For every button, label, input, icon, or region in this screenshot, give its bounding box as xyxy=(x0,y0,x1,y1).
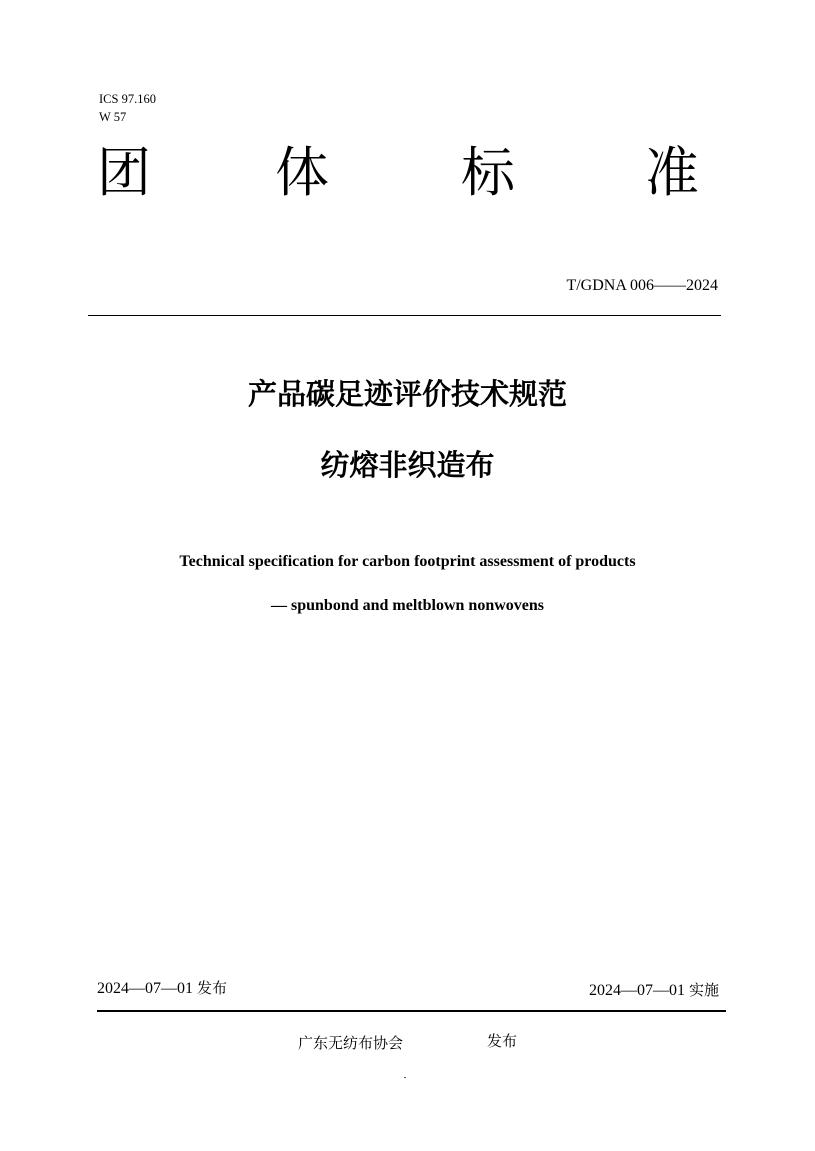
footer-divider xyxy=(97,1010,726,1012)
issuing-action: 发布 xyxy=(487,1032,518,1050)
chinese-title-line-2: 纺熔非织造布 xyxy=(320,448,495,482)
chinese-title-line-1: 产品碳足迹评价技术规范 xyxy=(247,377,567,411)
english-title-line-2: — spunbond and meltblown nonwovens xyxy=(271,597,544,614)
publish-date-block xyxy=(97,977,227,1000)
english-title-line-1: Technical specification for carbon footprint assessment of products xyxy=(179,553,636,570)
publish-date: 2024—07—01 xyxy=(97,980,193,997)
standard-type-heading xyxy=(97,138,709,208)
ics-code: ICS 97.160 xyxy=(99,92,156,106)
implement-date: 2024—07—01 xyxy=(588,982,685,999)
standard-type-char: 标 xyxy=(461,141,515,204)
classification-codes xyxy=(99,90,156,126)
standard-type-char: 体 xyxy=(275,141,329,204)
implement-date-label: 实施 xyxy=(688,981,719,999)
standard-type-char: 准 xyxy=(645,141,699,204)
issuing-organization: 广东无纺布协会 xyxy=(298,1034,404,1052)
standard-number: T/GDNA 006——2024 xyxy=(566,277,718,294)
header-divider xyxy=(88,315,721,316)
standard-type-char: 团 xyxy=(97,141,151,204)
implement-date-block xyxy=(589,979,719,1002)
ccs-code: W 57 xyxy=(99,110,127,124)
page-mark xyxy=(404,1077,406,1078)
publish-date-label: 发布 xyxy=(197,979,228,997)
